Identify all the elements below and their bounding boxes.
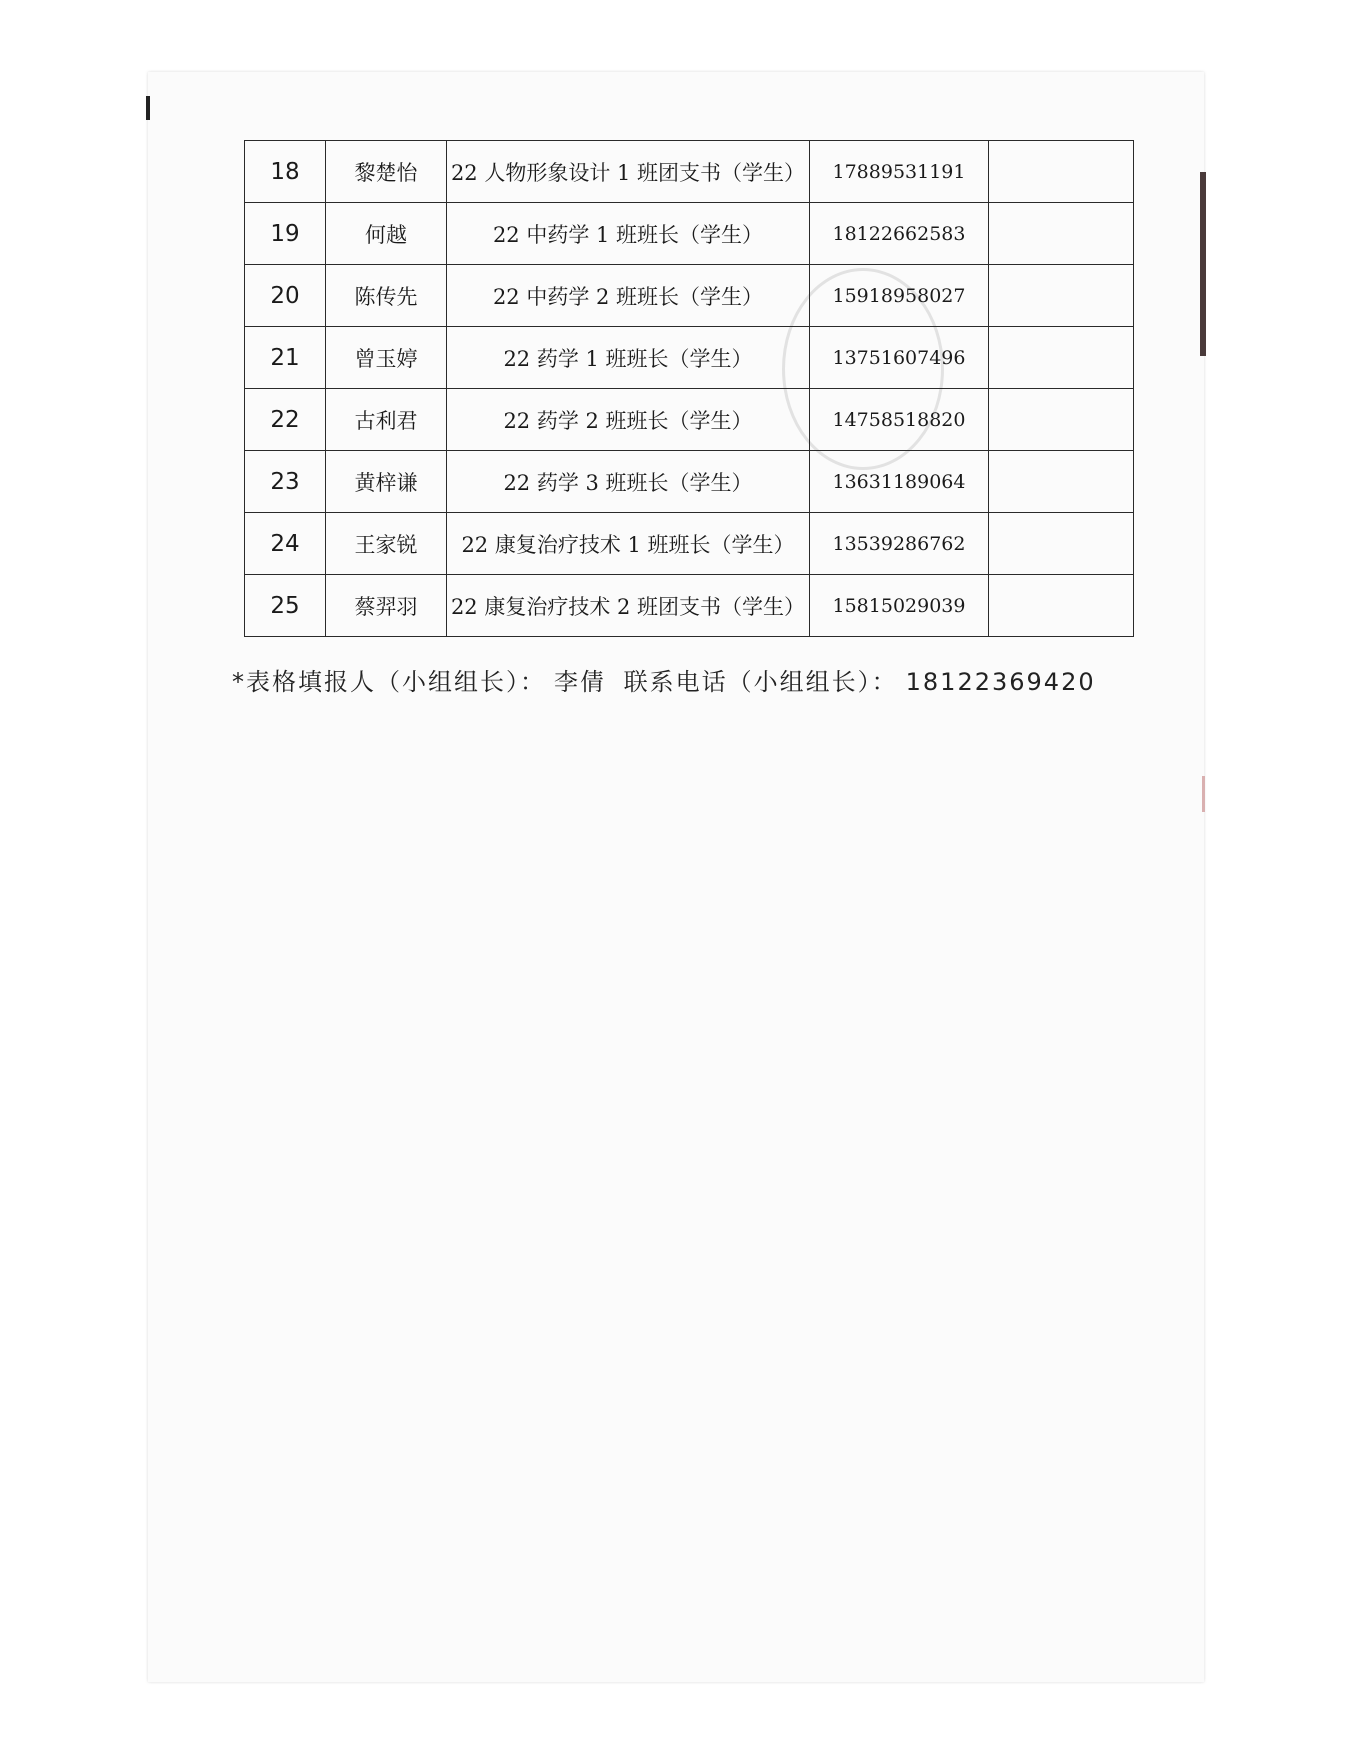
person-name: 何越 — [326, 203, 447, 265]
row-number: 24 — [245, 513, 326, 575]
person-role: 22 药学 3 班班长（学生） — [447, 451, 810, 513]
scan-edge-mark — [1202, 776, 1205, 812]
person-name: 曾玉婷 — [326, 327, 447, 389]
phone-value: 18122369420 — [905, 668, 1096, 696]
phone-number: 14758518820 — [810, 389, 989, 451]
roster-table — [244, 140, 1134, 637]
phone-number: 17889531191 — [810, 141, 989, 203]
remarks-cell — [989, 389, 1134, 451]
person-name: 黎楚怡 — [326, 141, 447, 203]
reporter-label: *表格填报人（小组组长）： — [232, 668, 546, 696]
remarks-cell — [989, 513, 1134, 575]
remarks-cell — [989, 265, 1134, 327]
row-number: 21 — [245, 327, 326, 389]
remarks-cell — [989, 141, 1134, 203]
person-name: 黄梓谦 — [326, 451, 447, 513]
person-role: 22 人物形象设计 1 班团支书（学生） — [447, 141, 810, 203]
row-number: 25 — [245, 575, 326, 637]
remarks-cell — [989, 575, 1134, 637]
phone-number: 15918958027 — [810, 265, 989, 327]
table-row — [245, 513, 1134, 575]
remarks-cell — [989, 327, 1134, 389]
table-row — [245, 327, 1134, 389]
remarks-cell — [989, 203, 1134, 265]
person-name: 古利君 — [326, 389, 447, 451]
person-role: 22 康复治疗技术 2 班团支书（学生） — [447, 575, 810, 637]
table-row — [245, 451, 1134, 513]
row-number: 20 — [245, 265, 326, 327]
table-row — [245, 575, 1134, 637]
person-role: 22 中药学 1 班班长（学生） — [447, 203, 810, 265]
phone-number: 15815029039 — [810, 575, 989, 637]
table-row — [245, 203, 1134, 265]
table-row — [245, 389, 1134, 451]
row-number: 22 — [245, 389, 326, 451]
scan-edge-mark — [1200, 172, 1206, 356]
row-number: 19 — [245, 203, 326, 265]
person-role: 22 康复治疗技术 1 班班长（学生） — [447, 513, 810, 575]
person-name: 陈传先 — [326, 265, 447, 327]
phone-number: 13631189064 — [810, 451, 989, 513]
phone-number: 18122662583 — [810, 203, 989, 265]
phone-number: 13539286762 — [810, 513, 989, 575]
table-row — [245, 265, 1134, 327]
person-role: 22 药学 2 班班长（学生） — [447, 389, 810, 451]
phone-label: 联系电话（小组组长）： — [623, 668, 898, 696]
phone-number: 13751607496 — [810, 327, 989, 389]
row-number: 18 — [245, 141, 326, 203]
person-role: 22 药学 1 班班长（学生） — [447, 327, 810, 389]
scan-edge-mark — [146, 96, 150, 120]
reporter-name: 李倩 — [554, 668, 606, 696]
table-row — [245, 141, 1134, 203]
roster-table-body — [245, 141, 1134, 637]
footnote — [232, 662, 1104, 697]
remarks-cell — [989, 451, 1134, 513]
person-role: 22 中药学 2 班班长（学生） — [447, 265, 810, 327]
row-number: 23 — [245, 451, 326, 513]
person-name: 蔡羿羽 — [326, 575, 447, 637]
person-name: 王家锐 — [326, 513, 447, 575]
